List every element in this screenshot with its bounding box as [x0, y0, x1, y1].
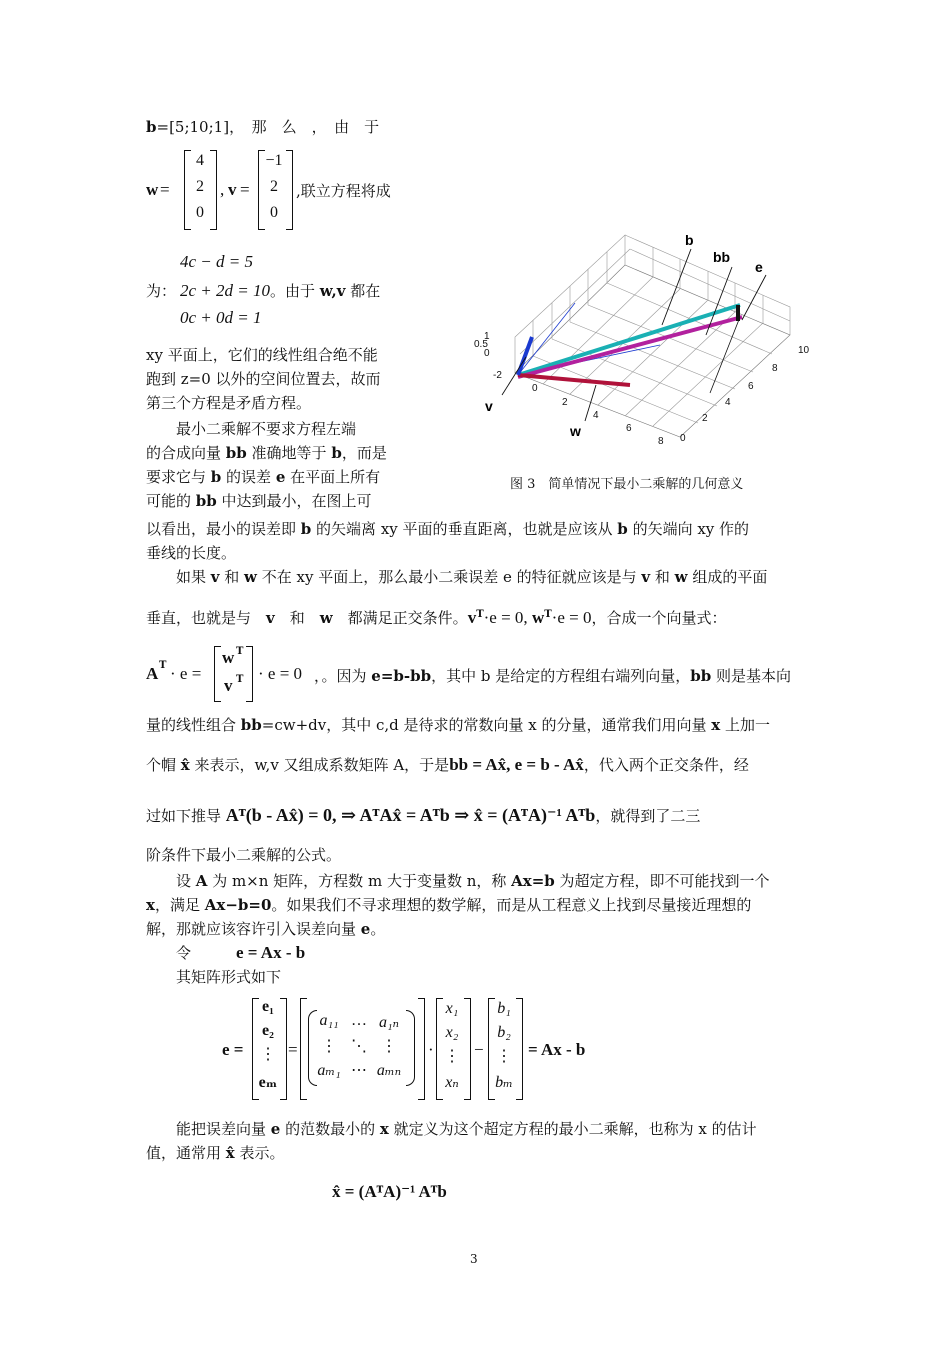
tick-y-8: 8: [772, 363, 778, 374]
text-line: 其矩阵形式如下: [146, 968, 282, 986]
a-paren-right: [406, 1010, 415, 1086]
text-line: 可能的 bb 中达到最小，在图上可: [146, 492, 372, 510]
tick-y-0: 0: [680, 433, 686, 444]
tick-x-4: 4: [593, 410, 599, 421]
dot: ·: [428, 1040, 434, 1059]
comma: ,: [220, 180, 225, 199]
superscript-t: T: [236, 646, 244, 657]
text-line: 以看出，最小的误差即 b 的矢端离 xy 平面的垂直距离，也就是应该从 b 的矢端向 xy 作的: [146, 520, 750, 538]
text-line: 如果 v 和 w 不在 xy 平面上，那么最小二乘误差 e 的特征就应该是与 v 和 w 组成的平面: [146, 568, 768, 586]
text-line: 要求它与 b 的误差 e 在平面上所有: [146, 468, 381, 486]
tick-y-4: 4: [725, 397, 731, 408]
text-line: 解，那就应该容许引入误差向量 e。: [146, 920, 386, 938]
final-equation: x̂ = (AᵀA)⁻¹ Aᵀb: [332, 1182, 447, 1201]
outer-bracket-right: [418, 998, 425, 1100]
tick-x-6: 6: [626, 423, 632, 434]
bb-vector-cyan: [518, 305, 740, 375]
tick-y-10: 10: [798, 345, 810, 356]
vectors: [518, 303, 742, 393]
equation-2-line: 为： 2c + 2d = 10。由于 w,v 都在: [146, 281, 381, 300]
tick-y-2: 2: [702, 413, 708, 424]
text-line: 量的线性组合 bb=cw+dv，其中 c,d 是待求的常数向量 x 的分量，通常我们用向量 x 上加一: [146, 716, 771, 734]
page-number: 3: [470, 1252, 478, 1266]
text-line: 跑到 z=0 以外的空间位置去，故而: [146, 370, 381, 388]
text-line: 阶条件下最小二乘解的公式。: [146, 846, 342, 864]
superscript-t: T: [236, 674, 244, 685]
wv-bracket-right: [246, 646, 253, 702]
text-line: 第三个方程是矛盾方程。: [146, 394, 312, 412]
text-line: xy 平面上，它们的线性组合绝不能: [146, 346, 378, 364]
figure-caption: 图 3 简单情况下最小二乘解的几何意义: [510, 477, 744, 492]
label-e: e: [755, 259, 763, 275]
e-bracket-right: [280, 998, 287, 1100]
tick-x-2: 2: [562, 397, 568, 408]
text-line: 垂线的长度。: [146, 544, 237, 562]
tick-x-0: 0: [532, 383, 538, 394]
text-line: 令 e = Ax - b: [146, 943, 306, 962]
tick-x-m2: -2: [493, 370, 502, 381]
orthogonality-equation: A T · e = w T v T · e = 0 ，。因为 e=b-bb，其中 b 是给定的方程组右端列向量，bb 则是基本向: [146, 644, 826, 706]
line-b-vector: b=[5;10;1]， 那 么 ， 由 于: [146, 118, 380, 136]
text-line: 过如下推导 Aᵀ(b - Ax̂) = 0, ⇒ AᵀAx̂ = Aᵀb ⇒ x̂ = (AᵀA)⁻¹ Aᵀb，就得到了二三: [146, 805, 701, 825]
w-bracket-right: [210, 150, 217, 230]
tick-x-8: 8: [658, 436, 664, 447]
leader-lines: [502, 249, 766, 421]
equals-sign: =: [160, 180, 170, 199]
text-line: 最小二乘解不要求方程左端: [146, 420, 357, 438]
bb-vector-magenta: [518, 317, 742, 377]
b-bracket-right: [516, 998, 523, 1100]
least-squares-3d-figure: [440, 225, 820, 450]
outer-bracket-left: [300, 998, 307, 1100]
wv-vector-definition: w = 4 2 0 , v = −1 2 0 ,联立方程将成: [146, 150, 406, 236]
equals-sign: =: [288, 1040, 298, 1059]
equation-3: 0c + 0d = 1: [180, 308, 262, 327]
matrix-equation: e = e₁ e₂ ⋮ eₘ = a₁₁ … a₁ₙ ⋮ ⋱ ⋮ aₘ₁ ⋯ aₘₙ · x₁ x₂ ⋮ xₙ − b₁ b₂ ⋮ bₘ = Ax - b: [222, 998, 642, 1104]
x-bracket-right: [464, 998, 471, 1100]
grid: [515, 235, 790, 437]
tick-z-0: 0: [484, 348, 490, 359]
equals-sign: =: [240, 180, 250, 199]
text-line: 值，通常用 x̂ 表示。: [146, 1144, 285, 1162]
equation-1: 4c − d = 5: [180, 252, 253, 271]
label-w: w: [570, 423, 581, 439]
text-line: 能把误差向量 e 的范数最小的 x 就定义为这个超定方程的最小二乘解，也称为 x 的估计: [146, 1120, 757, 1138]
text-line: 的合成向量 bb 准确地等于 b，而是: [146, 444, 387, 462]
label-v: v: [485, 398, 493, 414]
label-bb: bb: [713, 249, 731, 265]
label-b: b: [685, 232, 694, 248]
tick-y-6: 6: [748, 381, 754, 392]
text-line: 个帽 x̂ 来表示，w,v 又组成系数矩阵 A，于是bb = Ax̂, e = b - Ax̂，代入两个正交条件，经: [146, 755, 749, 774]
text-line: 设 A 为 m×n 矩阵，方程数 m 大于变量数 n，称 Ax=b 为超定方程，即不可能找到一个: [146, 872, 770, 890]
text-line: 垂直，也就是与 v 和 w 都满足正交条件。$v^T\cdot e = 0$, $w^T\cdot e = 0$，合成一个向量式：: [146, 608, 727, 627]
wv-bracket-left: [214, 646, 221, 702]
tick-z-1: 1: [484, 331, 490, 342]
text-line: x，满足 Ax−b=0。如果我们不寻求理想的数学解，而是从工程意义上找到尽量接近理想的: [146, 896, 752, 914]
minus-sign: −: [474, 1040, 484, 1059]
v-bracket-right: [286, 150, 293, 230]
tick-z-05: 0.5: [474, 339, 488, 350]
